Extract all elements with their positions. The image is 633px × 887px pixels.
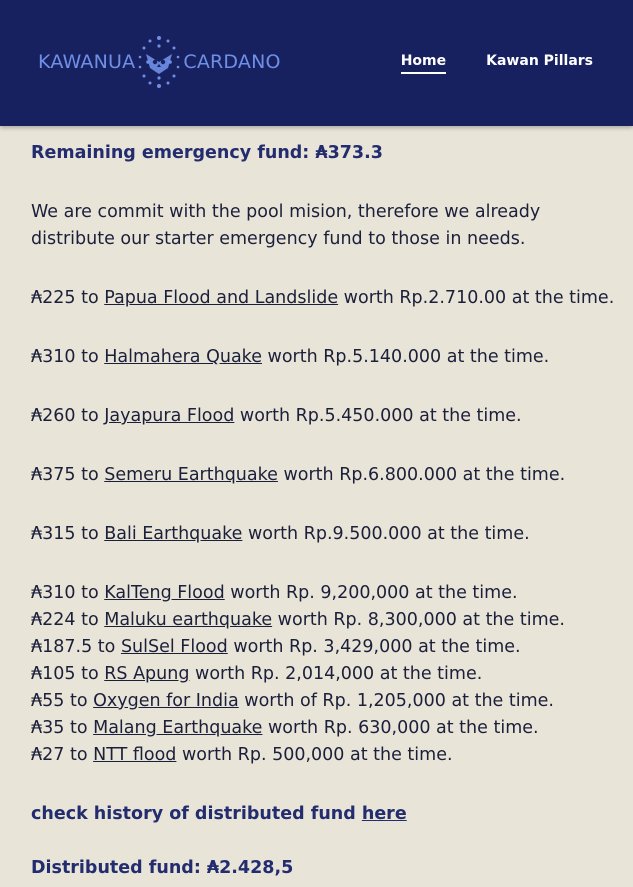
logo-text-left: KAWANUA — [38, 51, 136, 73]
link-rs-apung[interactable]: RS Apung — [104, 664, 190, 684]
donation-bali — [31, 521, 633, 548]
donation-amount: ₳225 to — [31, 288, 105, 308]
donation-amount: ₳55 to — [31, 691, 94, 711]
donation-worth: worth of Rp. 1,205,000 at the time. — [238, 691, 554, 711]
donation-halmahera — [31, 344, 633, 371]
link-papua-flood[interactable]: Papua Flood and Landslide — [104, 288, 339, 308]
distributed-fund: Distributed fund: ₳2.428,5 — [31, 858, 294, 878]
donation-worth: worth Rp. 630,000 at the time. — [262, 718, 539, 738]
link-bali-earthquake[interactable]: Bali Earthquake — [104, 524, 243, 544]
link-jayapura-flood[interactable]: Jayapura Flood — [104, 406, 235, 426]
history-line — [31, 801, 633, 828]
donation-worth: worth Rp. 8,300,000 at the time. — [272, 610, 565, 630]
link-semeru-earthquake[interactable]: Semeru Earthquake — [104, 465, 278, 485]
donation-papua — [31, 285, 633, 312]
list-item — [31, 688, 633, 715]
donation-worth: worth Rp. 9,200,000 at the time. — [224, 583, 518, 603]
donation-amount: ₳35 to — [31, 718, 94, 738]
intro-line-2: distribute our starter emergency fund to those in needs. — [31, 229, 526, 249]
list-item — [31, 607, 633, 634]
intro-line-1: We are commit with the pool mision, therefore we already — [31, 202, 541, 222]
main-content — [0, 140, 633, 882]
donation-jayapura — [31, 403, 633, 430]
link-malang-earthquake[interactable]: Malang Earthquake — [93, 718, 263, 738]
link-ntt-flood[interactable]: NTT flood — [93, 745, 177, 765]
site-header — [0, 0, 633, 126]
link-kalteng-flood[interactable]: KalTeng Flood — [104, 583, 225, 603]
owl-logo-icon — [136, 32, 182, 92]
link-maluku-earthquake[interactable]: Maluku earthquake — [104, 610, 273, 630]
donation-amount: ₳260 to — [31, 406, 105, 426]
older-donations-list — [31, 580, 633, 769]
donation-worth: worth Rp. 2,014,000 at the time. — [189, 664, 483, 684]
logo-text-right: CARDANO — [183, 51, 281, 73]
donation-worth: worth Rp.6.800.000 at the time. — [277, 465, 566, 485]
intro-paragraph — [31, 199, 633, 253]
nav-home[interactable]: Home — [401, 53, 446, 74]
history-text: check history of distributed fund — [31, 804, 362, 824]
link-sulsel-flood[interactable]: SulSel Flood — [120, 637, 228, 657]
history-here-link[interactable]: here — [361, 804, 407, 824]
kawanua-cardano-logo[interactable] — [38, 32, 281, 92]
donation-semeru — [31, 462, 633, 489]
donation-worth: worth Rp. 500,000 at the time. — [176, 745, 453, 765]
list-item — [31, 715, 633, 742]
nav-kawan-pillars[interactable]: Kawan Pillars — [486, 53, 593, 69]
list-item — [31, 580, 633, 607]
donation-amount: ₳310 to — [31, 347, 105, 367]
donation-worth: worth Rp.9.500.000 at the time. — [242, 524, 530, 544]
list-item — [31, 661, 633, 688]
donation-amount: ₳224 to — [31, 610, 105, 630]
remaining-fund: Remaining emergency fund: ₳373.3 — [31, 143, 383, 163]
donation-worth: worth Rp. 3,429,000 at the time. — [227, 637, 521, 657]
donation-worth: worth Rp.2.710.00 at the time. — [338, 288, 615, 308]
list-item — [31, 634, 633, 661]
donation-amount: ₳375 to — [31, 465, 105, 485]
list-item — [31, 742, 633, 769]
donation-worth: worth Rp.5.450.000 at the time. — [234, 406, 522, 426]
link-halmahera-quake[interactable]: Halmahera Quake — [104, 347, 262, 367]
link-oxygen-for-india[interactable]: Oxygen for India — [93, 691, 239, 711]
donation-amount: ₳105 to — [31, 664, 105, 684]
donation-amount: ₳310 to — [31, 583, 105, 603]
donation-amount: ₳27 to — [31, 745, 94, 765]
donation-amount: ₳187.5 to — [31, 637, 121, 657]
donation-worth: worth Rp.5.140.000 at the time. — [261, 347, 550, 367]
donation-amount: ₳315 to — [31, 524, 105, 544]
main-nav — [401, 53, 593, 74]
